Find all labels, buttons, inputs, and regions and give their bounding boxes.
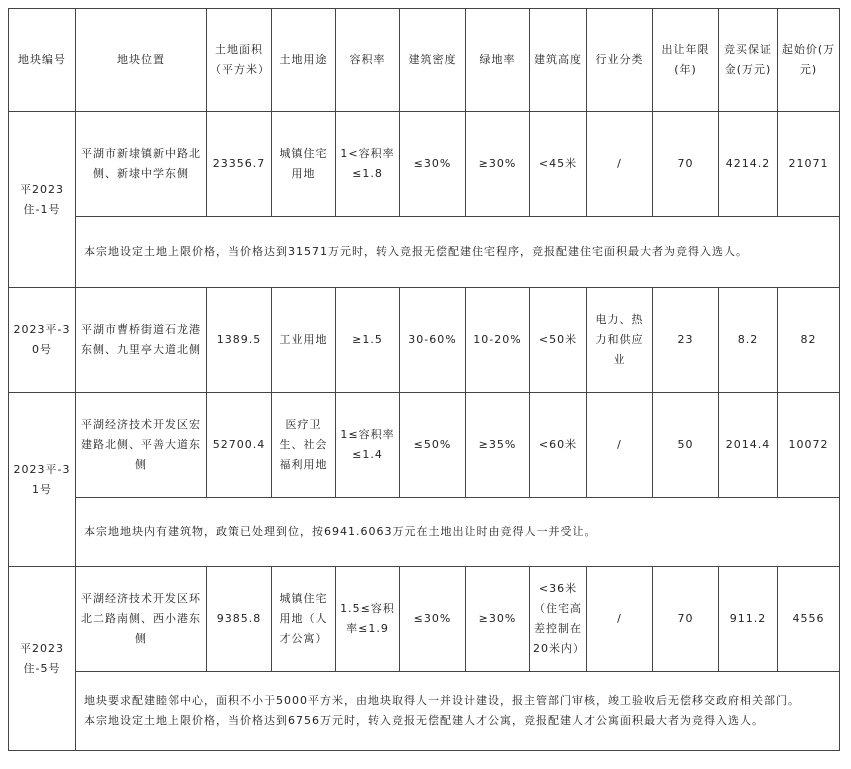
header-deposit: 竞买保证金(万元) [719, 9, 778, 112]
parcel-note: 本宗地设定土地上限价格，当价格达到31571万元时，转入竞报无偿配建住宅程序，竞报配建住宅面积最大者为竞得入选人。 [76, 217, 840, 288]
header-area: 土地面积（平方米） [207, 9, 272, 112]
parcel-location: 平湖经济技术开发区环北二路南侧、西小港东侧 [76, 567, 207, 672]
parcel-years: 70 [653, 567, 719, 672]
table-row [9, 112, 840, 217]
parcel-height: <45米 [530, 112, 587, 217]
parcel-use: 医疗卫生、社会福利用地 [272, 393, 336, 498]
table-row [9, 567, 840, 672]
parcel-industry: / [587, 393, 653, 498]
header-far: 容积率 [336, 9, 400, 112]
parcel-start-price: 21071 [778, 112, 840, 217]
parcel-deposit: 911.2 [719, 567, 778, 672]
parcel-density: ≤50% [400, 393, 466, 498]
parcel-note-line: 本宗地设定土地上限价格，当价格达到6756万元时，转入竞报无偿配建人才公寓，竞报配建人才公寓面积最大者为竞得入选人。 [84, 714, 764, 727]
header-location: 地块位置 [76, 9, 207, 112]
parcel-deposit: 8.2 [719, 288, 778, 393]
parcel-note [76, 672, 840, 751]
header-years: 出让年限(年) [653, 9, 719, 112]
parcel-note: 本宗地地块内有建筑物，政策已处理到位，按6941.6063万元在土地出让时由竞得人一并受让。 [76, 498, 840, 567]
header-parcel-id: 地块编号 [9, 9, 76, 112]
parcel-industry: / [587, 567, 653, 672]
table-row [9, 393, 840, 498]
parcel-start-price: 4556 [778, 567, 840, 672]
parcel-location: 平湖市新埭镇新中路北侧、新埭中学东侧 [76, 112, 207, 217]
header-density: 建筑密度 [400, 9, 466, 112]
header-height: 建筑高度 [530, 9, 587, 112]
parcel-green: ≥35% [466, 393, 530, 498]
parcel-area: 52700.4 [207, 393, 272, 498]
parcel-area: 23356.7 [207, 112, 272, 217]
parcel-note-line: 地块要求配建睦邻中心，面积不小于5000平方米，由地块取得人一并设计建设，报主管部门审核，竣工验收后无偿移交政府相关部门。 [84, 694, 800, 707]
parcel-green: ≥30% [466, 112, 530, 217]
parcel-far: 1<容积率≤1.8 [336, 112, 400, 217]
header-row [9, 9, 840, 112]
parcel-location: 平湖市曹桥街道石龙港东侧、九里亭大道北侧 [76, 288, 207, 393]
table-row [9, 288, 840, 393]
parcel-height: <36米（住宅高差控制在20米内） [530, 567, 587, 672]
parcel-density: 30-60% [400, 288, 466, 393]
parcel-height: <50米 [530, 288, 587, 393]
parcel-height: <60米 [530, 393, 587, 498]
parcel-id: 平2023住-1号 [9, 112, 76, 288]
header-industry: 行业分类 [587, 9, 653, 112]
header-land-use: 土地用途 [272, 9, 336, 112]
parcel-density: ≤30% [400, 112, 466, 217]
parcel-green: 10-20% [466, 288, 530, 393]
header-green-rate: 绿地率 [466, 9, 530, 112]
parcel-green: ≥30% [466, 567, 530, 672]
land-parcel-table [8, 8, 840, 751]
parcel-deposit: 4214.2 [719, 112, 778, 217]
table-note-row [9, 672, 840, 751]
table-note-row [9, 498, 840, 567]
parcel-far: ≥1.5 [336, 288, 400, 393]
parcel-density: ≤30% [400, 567, 466, 672]
parcel-use: 城镇住宅用地（人才公寓） [272, 567, 336, 672]
parcel-area: 9385.8 [207, 567, 272, 672]
table-note-row [9, 217, 840, 288]
parcel-location: 平湖经济技术开发区宏建路北侧、平善大道东侧 [76, 393, 207, 498]
parcel-years: 70 [653, 112, 719, 217]
parcel-deposit: 2014.4 [719, 393, 778, 498]
parcel-use: 工业用地 [272, 288, 336, 393]
parcel-industry: 电力、热力和供应业 [587, 288, 653, 393]
header-start-price: 起始价(万元) [778, 9, 840, 112]
parcel-id: 2023平-30号 [9, 288, 76, 393]
parcel-id: 2023平-31号 [9, 393, 76, 567]
parcel-years: 50 [653, 393, 719, 498]
parcel-start-price: 82 [778, 288, 840, 393]
parcel-years: 23 [653, 288, 719, 393]
parcel-start-price: 10072 [778, 393, 840, 498]
parcel-far: 1≤容积率≤1.4 [336, 393, 400, 498]
parcel-industry: / [587, 112, 653, 217]
parcel-id: 平2023住-5号 [9, 567, 76, 751]
land-parcel-table-container [8, 8, 840, 751]
parcel-use: 城镇住宅用地 [272, 112, 336, 217]
parcel-far: 1.5≤容积率≤1.9 [336, 567, 400, 672]
parcel-area: 1389.5 [207, 288, 272, 393]
